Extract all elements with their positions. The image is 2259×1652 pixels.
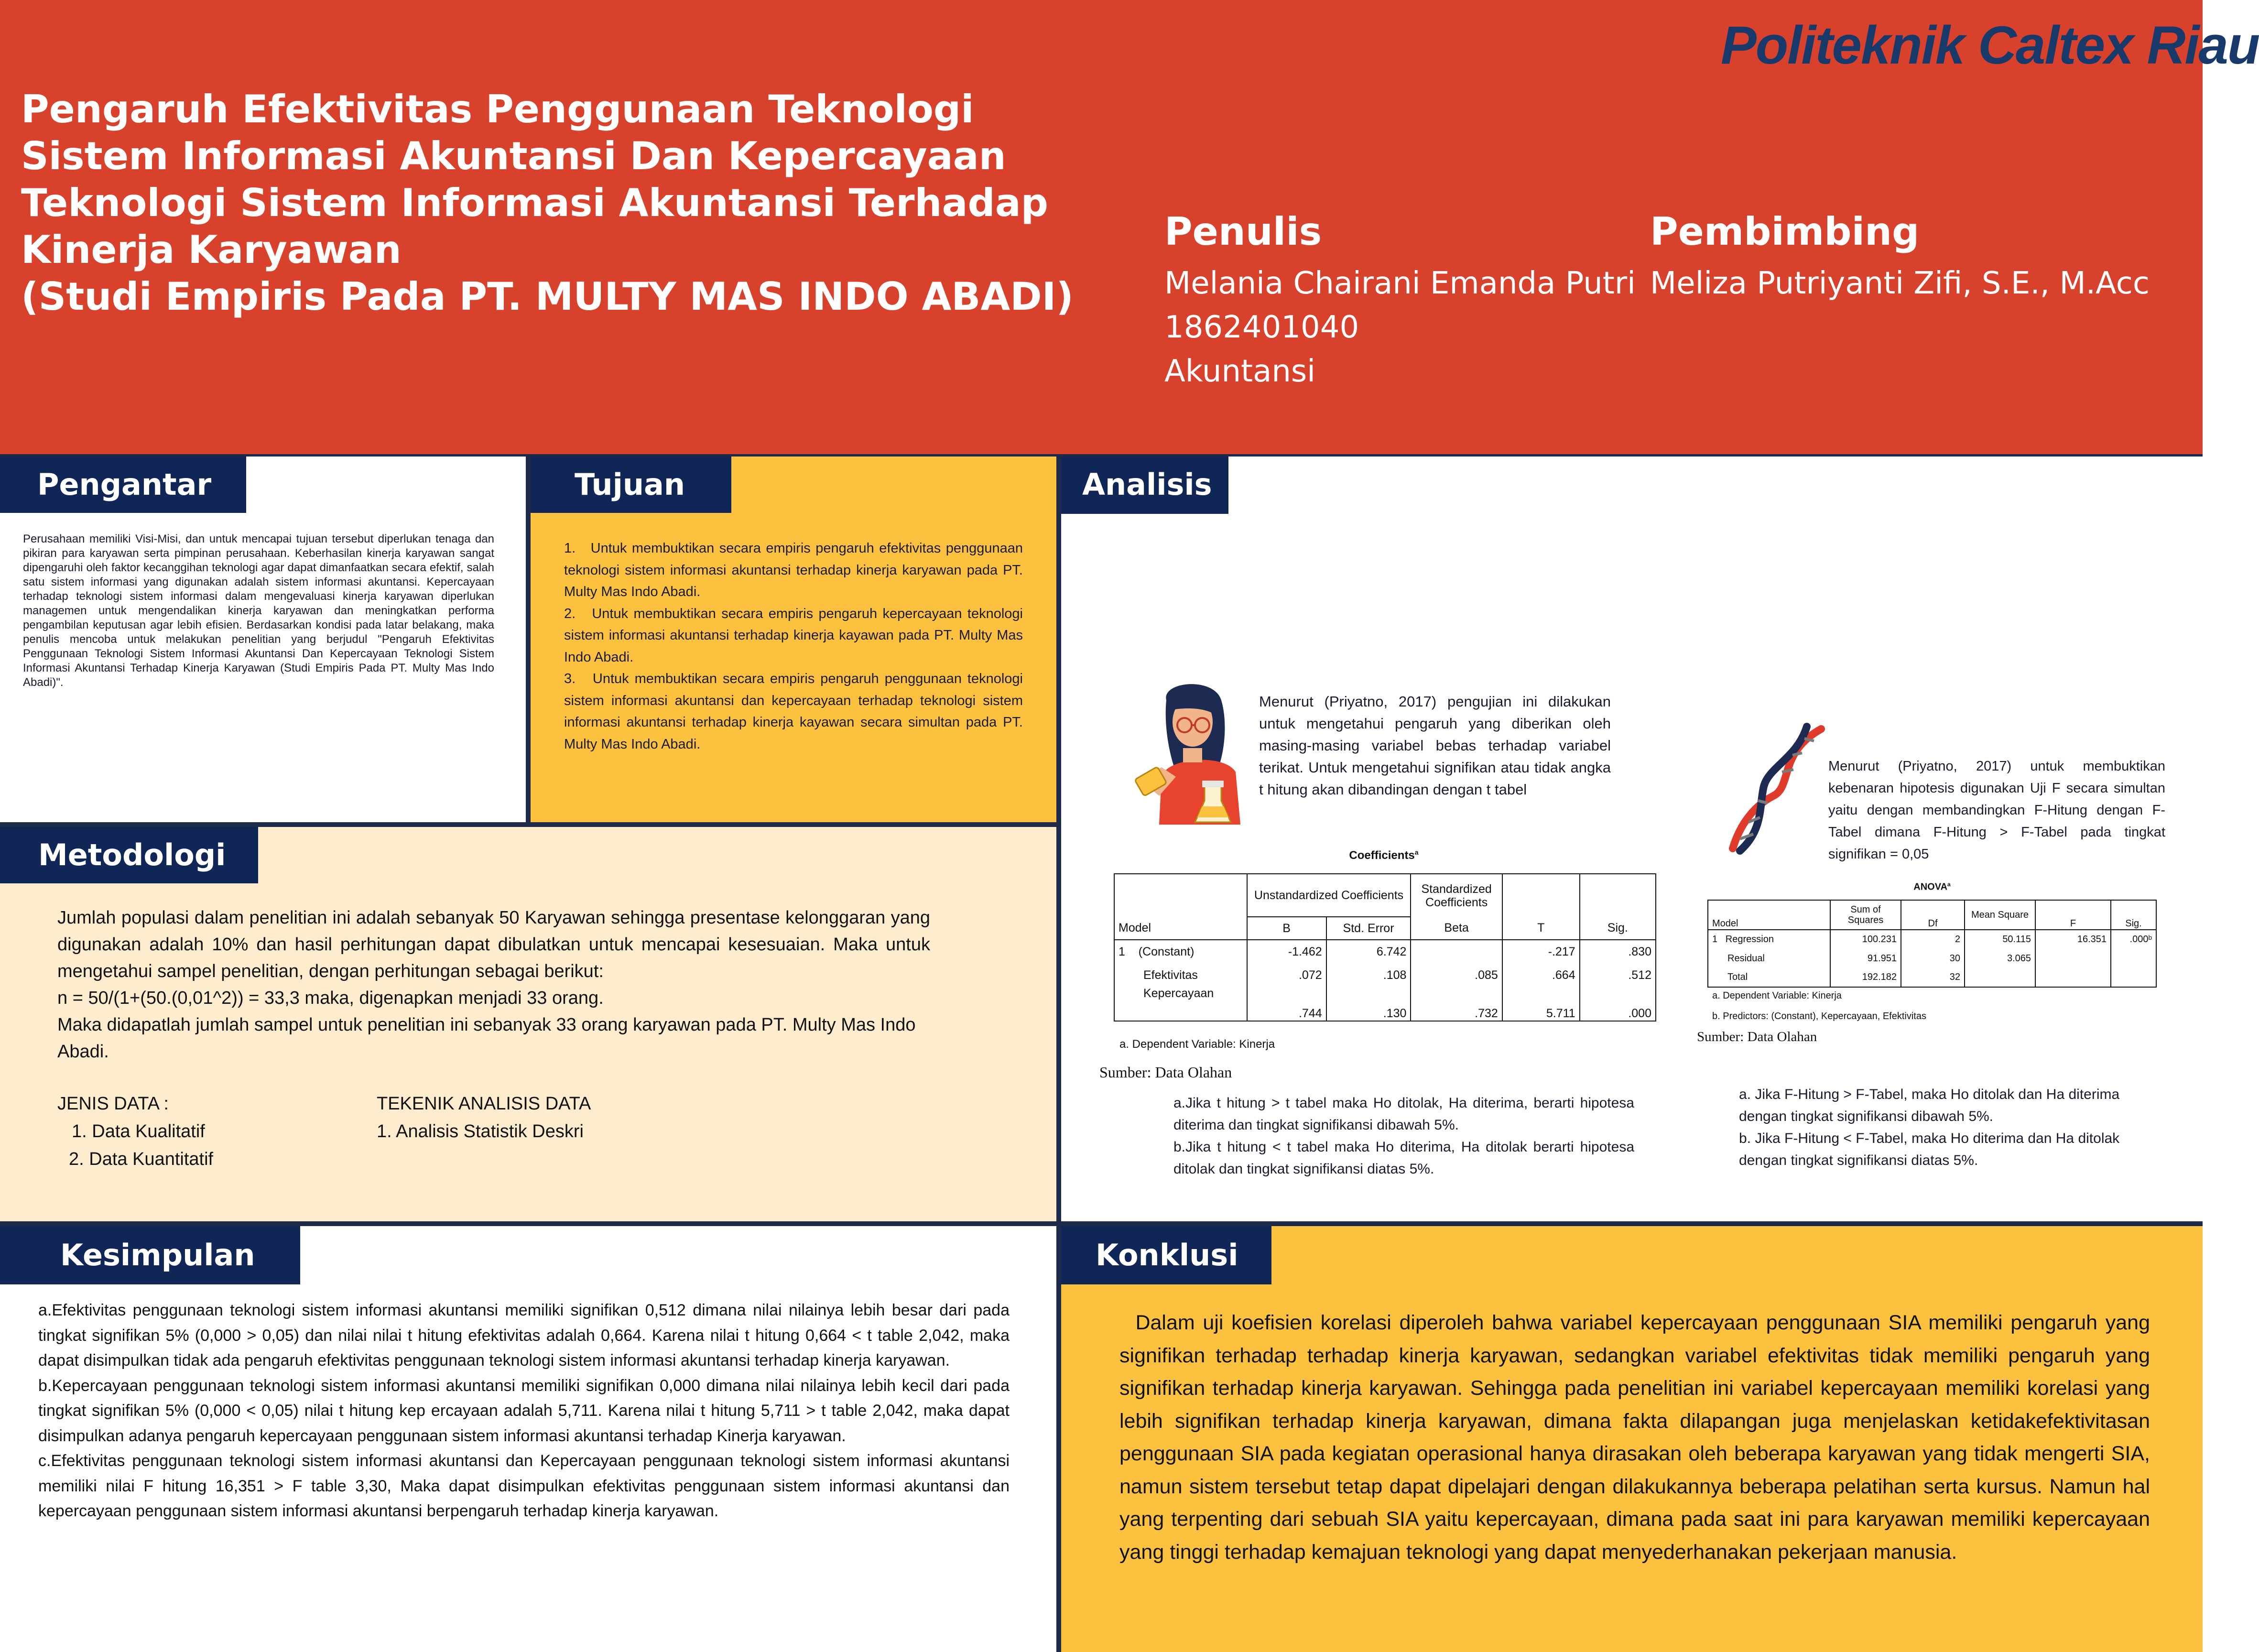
- brand-logo: Politeknik Caltex Riau: [1721, 15, 2259, 75]
- pengantar-heading: Pengantar: [0, 456, 246, 513]
- pengantar-text: Perusahaan memiliki Visi-Misi, dan untuk mencapai tujuan tersebut diperlukan tenaga dan pikiran para karyawan serta pimpinan perusahaan. Keberhasilan kinerja karyawan sangat dipengaruhi oleh faktor kecanggihan teknologi agar dapat dimanfaatkan secara efektif, salah satu sistem informasi yang digunakan adalah sistem informasi akuntansi. Kepercayaan terhadap teknologi sistem informasi dalam mengevaluasi kinerja karyawan diperlukan managemen untuk mengendalikan kinerja karyawan dan meningkatkan performa pengambilan keputusan agar lebih efisien. Berdasarkan kondisi pada latar belakang, maka penulis mencoba untuk melakukan penelitian yang berjudul "Pengaruh Efektivitas Penggunaan Teknologi Sistem Informasi Akuntansi Dan Kepercayaan Teknologi Sistem Informasi Akuntansi Terhadap Kinerja Karyawan (Studi Empiris Pada PT. Multy Mas Indo Abadi)".: [23, 533, 494, 689]
- coefficients-footnote: a. Dependent Variable: Kinerja: [1119, 1038, 1275, 1051]
- pengantar-section: [0, 456, 526, 822]
- col-b: B: [1247, 917, 1326, 940]
- f-test-description: Menurut (Priyatno, 2017) untuk membuktikan kebenaran hipotesis digunakan Uji F secara simultan yaitu dengan membandingkan F-Hitung dengan F-Tabel dimana F-Hitung > F-Tabel pada tingkat signifikan = 0,05: [1828, 759, 2165, 862]
- standardized-header: Standardized Coefficients: [1411, 874, 1502, 917]
- scientist-illustration-icon: [1133, 681, 1262, 825]
- konklusi-section: [1061, 1226, 2203, 1652]
- table-row: 1 Regression 100.231 2 50.115 16.351 .000ᵇ: [1708, 930, 2156, 949]
- t-test-description: Menurut (Priyatno, 2017) pengujian ini dilakukan untuk mengetahui pengaruh yang diberikan oleh masing-masing variabel bebas terhadap variabel terikat. Untuk mengetahui signifikan atau tidak angka t hitung akan dibandingan dengan t tabel: [1259, 693, 1611, 798]
- divider: [0, 454, 2203, 456]
- kesimpulan-list: [38, 1298, 1010, 1524]
- tujuan-item: 1. Untuk membuktikan secara empiris pengaruh efektivitas penggunaan teknologi sistem informasi akuntansi terhadap kinerja karyawan pada PT. Multy Mas Indo Abadi.: [564, 541, 1023, 599]
- divider: [0, 822, 1056, 827]
- table-row: Efektivitas .072 .108 .085 .664 .512: [1114, 964, 1656, 987]
- tujuan-item: 2. Untuk membuktikan secara empiris pengaruh kepercayaan teknologi sistem informasi akuntansi terhadap kinerja kayawan pada PT. Multy Mas Indo Abadi.: [564, 606, 1023, 665]
- anova-col-df: Df: [1901, 900, 1965, 930]
- t-criteria: [1173, 1092, 1634, 1180]
- metodologi-formula: n = 50/(1+(50.(0,01^2)) = 33,3 maka, digenapkan menjadi 33 orang.: [57, 988, 604, 1008]
- penulis-nim: 1862401040: [1164, 310, 1359, 345]
- kesimpulan-heading: Kesimpulan: [0, 1226, 300, 1284]
- anova-source: Sumber: Data Olahan: [1697, 1029, 1817, 1044]
- penulis-name: Melania Chairani Emanda Putri: [1164, 266, 1636, 301]
- col-sig: Sig.: [1580, 917, 1656, 940]
- title-line: Pengaruh Efektivitas Penggunaan Teknologi: [21, 87, 974, 131]
- table-row: Total 192.182 32: [1708, 968, 2156, 987]
- kesimpulan-section: [0, 1226, 1056, 1652]
- anova-col-ms: Mean Square: [1965, 900, 2035, 930]
- coefficients-source: Sumber: Data Olahan: [1099, 1064, 1232, 1081]
- title-line: (Studi Empiris Pada PT. MULTY MAS INDO ABADI): [21, 274, 1074, 319]
- tujuan-heading: Tujuan: [531, 456, 731, 513]
- list-item: 1. Analisis Statistik Deskri: [377, 1121, 584, 1141]
- title-line: Sistem Informasi Akuntansi Dan Kepercayaan: [21, 134, 1006, 178]
- jenis-data-label: JENIS DATA :: [57, 1094, 169, 1114]
- pembimbing-heading: Pembimbing: [1650, 209, 1920, 254]
- pembimbing-name: Meliza Putriyanti Zifi, S.E., M.Acc: [1650, 266, 2150, 301]
- metodologi-body: [57, 904, 930, 1065]
- col-beta: Beta: [1411, 917, 1502, 940]
- dna-helix-icon: [1721, 724, 1831, 853]
- anova-footnote-a: a. Dependent Variable: Kinerja: [1712, 990, 1842, 1001]
- metodologi-section: [0, 827, 1056, 1221]
- tujuan-section: [531, 456, 1056, 822]
- poster-header: [0, 0, 2259, 454]
- f-criteria-item: b. Jika F-Hitung < F-Tabel, maka Ho diterima dan Ha ditolak dengan tingkat signifikansi diatas 5%.: [1739, 1130, 2120, 1168]
- f-criteria: [1739, 1084, 2169, 1172]
- teknik-label: TEKENIK ANALISIS DATA: [377, 1094, 591, 1114]
- coefficients-table-title: Coefficients$^a$: [1349, 848, 1419, 862]
- col-std-error: Std. Error: [1326, 917, 1411, 940]
- anova-table: [1707, 900, 2157, 988]
- anova-col-sig: Sig.: [2111, 900, 2156, 930]
- jenis-data-list: [57, 1090, 213, 1173]
- teknik-analisis-list: [377, 1090, 591, 1145]
- unstandardized-header: Unstandardized Coefficients: [1247, 874, 1411, 917]
- tujuan-list: [564, 538, 1023, 755]
- table-row: 1 (Constant) -1.462 6.742 -.217 .830: [1114, 940, 1656, 964]
- coefficients-table: [1114, 873, 1656, 1022]
- penulis-prodi: Akuntansi: [1164, 354, 1315, 389]
- poster-title: [21, 86, 1073, 320]
- divider: [526, 456, 531, 822]
- analisis-heading: Analisis: [1061, 456, 1228, 514]
- list-item: b.Kepercayaan penggunaan teknologi sistem informasi akuntansi memiliki signifikan 0,000 dimana nilai nilainya lebih kecil dari pada tingkat signifikan 5% (0,000 < 0,05) nilai t hitung kep ercayaan adalah 5,711. Karena nilai t hitung 5,711 > t table 2,042, maka dapat disimpulkan adanya pengaruh kepercayaan penggunaan sistem informasi akuntansi terhadap Kinerja karyawan.: [38, 1376, 1010, 1445]
- anova-col-ss: Sum of Squares: [1830, 900, 1901, 930]
- metodologi-heading: Metodologi: [0, 827, 258, 883]
- analisis-section: [1061, 456, 2203, 1221]
- f-criteria-item: a. Jika F-Hitung > F-Tabel, maka Ho ditolak dan Ha diterima dengan tingkat signifikansi dibawah 5%.: [1739, 1087, 2120, 1124]
- table-row: Kepercayaan .744 .130 .732 5.711 .000: [1114, 987, 1656, 1021]
- penulis-heading: Penulis: [1164, 209, 1322, 254]
- konklusi-text: Dalam uji koefisien korelasi diperoleh bahwa variabel kepercayaan penggunaan SIA memiliki pengaruh yang signifikan terhadap terhadap kinerja karyawan, sedangkan variabel efektivitas tidak memiliki pengaruh yang signifikan terhadap kinerja karyawan. Sehingga pada penelitian ini variabel kepercayaan memiliki korelasi yang lebih signifikan terhadap kinerja karyawan, dimana fakta dilapangan juga menjelaskan ketidakefektivitasan penggunaan SIA pada kegiatan operasional hanya dirasakan oleh beberapa karyawan yang tidak mengerti SIA, namun sistem tersebut tetap dapat dipelajari dengan dilakukannya beberapa pelatihan serta kursus. Namun hal yang terpenting dari sebuah SIA yaitu kepercayaan, dimana pada saat ini para karyawan memiliki kepercayaan yang tinggi terhadap kemajuan teknologi yang dapat menyederhanakan pekerjaan manusia.: [1119, 1311, 2150, 1564]
- list-item: a.Efektivitas penggunaan teknologi sistem informasi akuntansi memiliki signifikan 0,512 dimana nilai nilainya lebih besar dari pada tingkat signifikan 5% (0,000 > 0,05) dan nilai nilai t hitung efektivitas adalah 0,664. Karena nilai t hitung 0,664 < t table 2,042, maka dapat disimpulkan tidak ada pengaruh efektivitas penggunaan teknologi sistem informasi akuntansi terhadap kinerja karyawan.: [38, 1301, 1010, 1369]
- list-item: 1. Data Kualitatif: [72, 1121, 205, 1141]
- table-row: Residual 91.951 30 3.065: [1708, 949, 2156, 968]
- anova-col-f: F: [2035, 900, 2111, 930]
- title-line: Teknologi Sistem Informasi Akuntansi Terhadap: [21, 181, 1048, 225]
- list-item: c.Efektivitas penggunaan teknologi sistem informasi akuntansi dan Kepercayaan penggunaan teknologi sistem informasi akuntansi memiliki nilai F hitung 16,351 > F table 3,30, Maka dapat disimpulkan efektivitas penggunaan sistem informasi akuntansi dan kepercayaan penggunaan sistem informasi akuntansi berpengaruh terhadap kinerja karyawan.: [38, 1452, 1010, 1520]
- t-criteria-item: b.Jika t hitung < t tabel maka Ho diterima, Ha ditolak berarti hipotesa ditolak dan tingkat signifikansi diatas 5%.: [1173, 1139, 1634, 1177]
- divider: [1056, 456, 1061, 1652]
- metodologi-paragraph: Jumlah populasi dalam penelitian ini adalah sebanyak 50 Karyawan sehingga presentase kelonggaran yang digunakan adalah 10% dan hasil perhitungan dapat dibulatkan untuk mencapai kesesuaian. Maka untuk mengetahui sampel penelitian, dengan perhitungan sebagai berikut:: [57, 908, 930, 981]
- title-line: Kinerja Karyawan: [21, 228, 402, 272]
- anova-footnote-b: b. Predictors: (Constant), Kepercayaan, Efektivitas: [1712, 1011, 1926, 1022]
- metodologi-paragraph: Maka didapatlah jumlah sampel untuk penelitian ini sebanyak 33 orang karyawan pada PT. Multy Mas Indo Abadi.: [57, 1015, 916, 1062]
- divider: [0, 1221, 2203, 1226]
- t-criteria-item: a.Jika t hitung > t tabel maka Ho ditolak, Ha diterima, berarti hipotesa diterima dan tingkat signifikansi dibawah 5%.: [1173, 1095, 1634, 1133]
- list-item: 2. Data Kuantitatif: [69, 1149, 214, 1169]
- tujuan-item: 3. Untuk membuktikan secara empiris pengaruh penggunaan teknologi sistem informasi akuntansi dan kepercayaan terhadap teknologi sistem informasi akuntansi terhadap kinerja kayawan secara simultan pada PT. Multy Mas Indo Abadi.: [564, 671, 1023, 752]
- col-model: Model: [1114, 917, 1247, 940]
- col-t: T: [1502, 917, 1580, 940]
- anova-table-title: ANOVA$^a$: [1913, 881, 1951, 892]
- anova-col-model: Model: [1708, 900, 1830, 930]
- konklusi-heading: Konklusi: [1061, 1226, 1271, 1284]
